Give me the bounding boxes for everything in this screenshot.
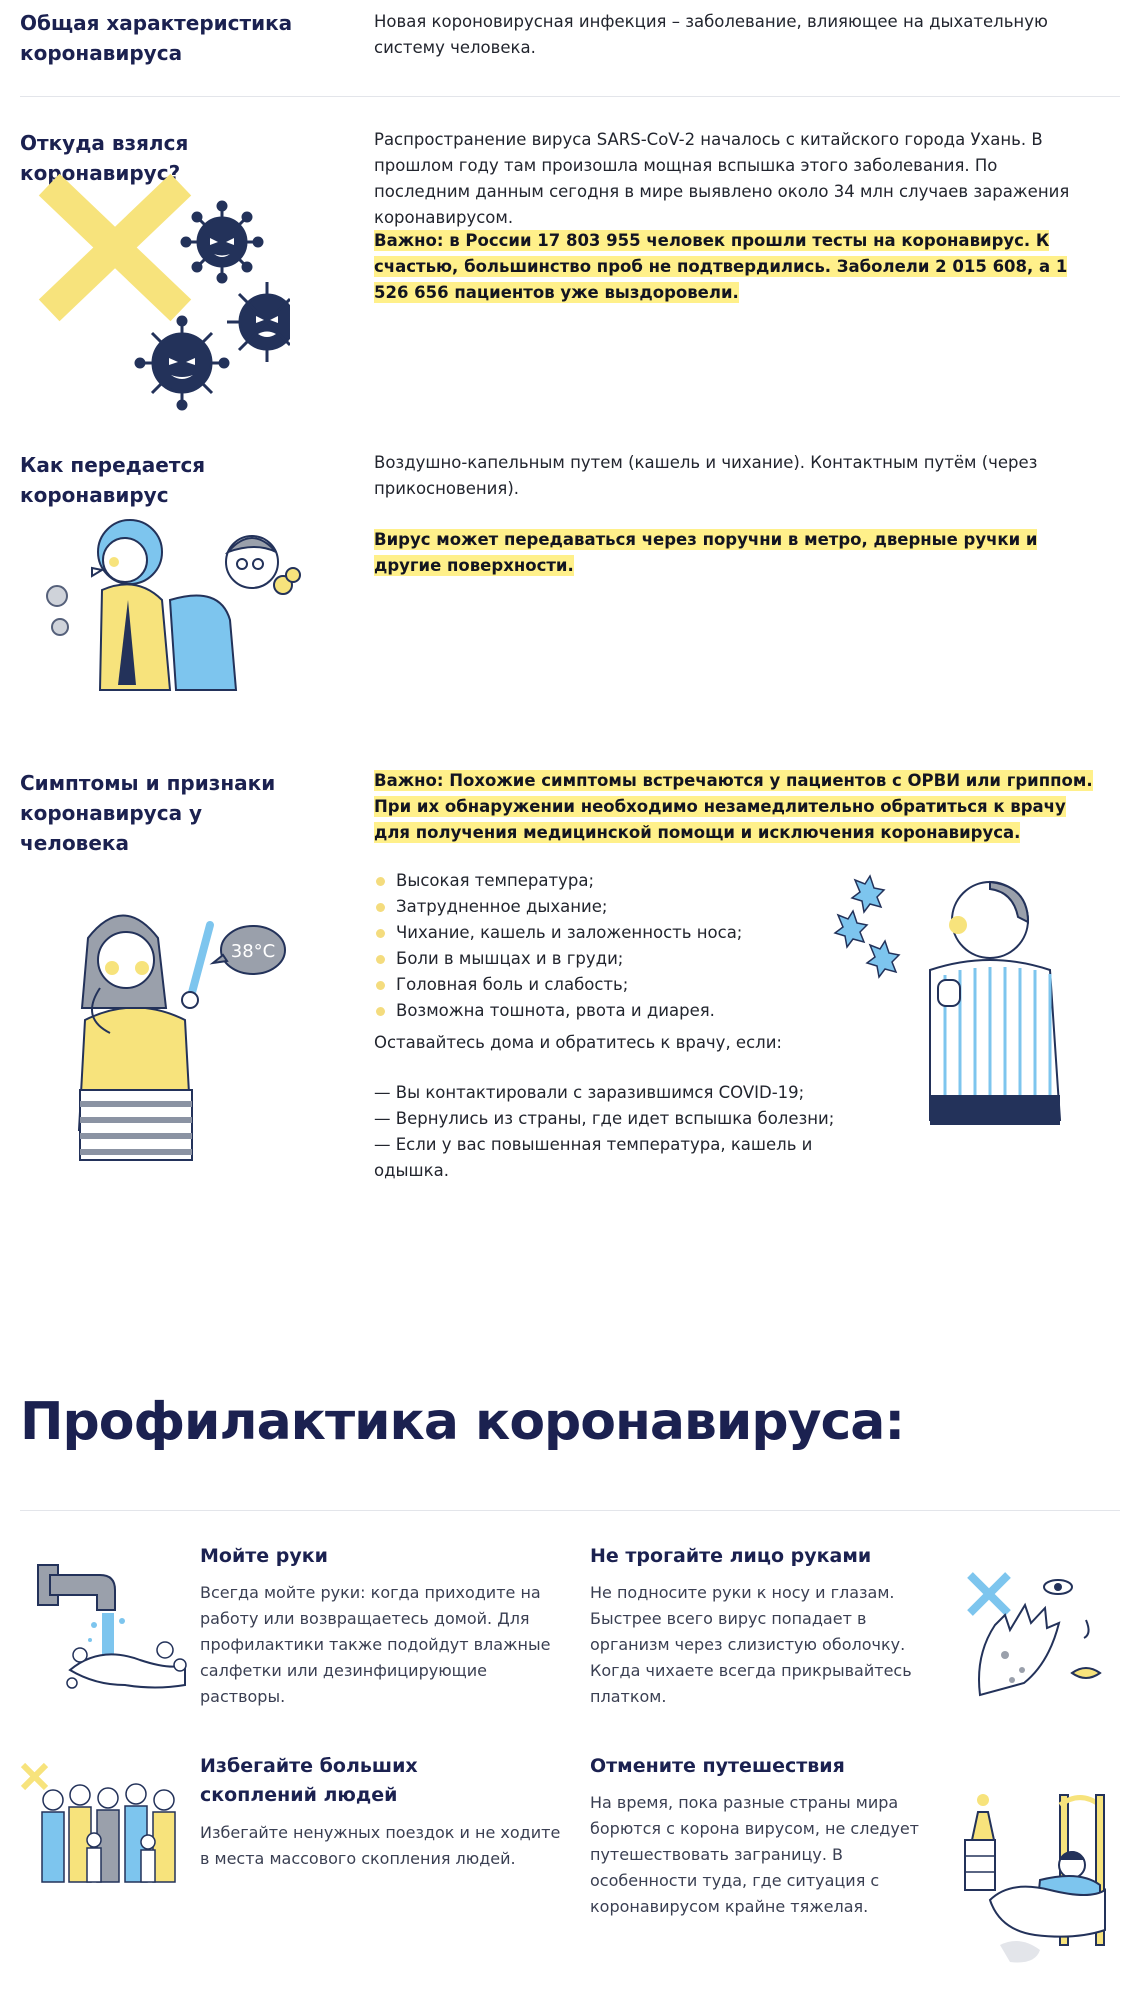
symptoms-highlight [374, 768, 1094, 846]
symptom-item: Головная боль и слабость; [376, 972, 796, 998]
wash-hands-illustration [30, 1555, 195, 1700]
symptom-item: Чихание, кашель и заложенность носа; [376, 920, 796, 946]
coughing-people-illustration [30, 510, 320, 710]
thermometer-label: 38°C [230, 941, 276, 962]
card-text-face: Не подносите руки к носу и глазам. Быстрее всего вирус попадает в организм через слизистую оболочку. Когда чихаете всегда прикрывайтесь платком. [590, 1583, 912, 1706]
card-title-wash-hands: Мойте руки [200, 1545, 328, 1567]
transmission-description: Воздушно-капельным путем (кашель и чихание). Контактным путём (через прикосновения). [374, 453, 1038, 498]
virus-cross-illustration [20, 170, 290, 420]
section-title-origin: Откуда взялся коронавирус? [20, 131, 189, 185]
condition-item: — Вы контактировали с заразившимся COVID-19; [374, 1083, 805, 1102]
card-title-crowds: Избегайте больших скоплений людей [200, 1755, 418, 1806]
transmission-highlight [374, 527, 1084, 579]
section-title-general: Общая характеристика коронавируса [20, 11, 293, 65]
symptoms-list [376, 868, 796, 1024]
crowd-illustration [18, 1760, 198, 1895]
symptom-item: Затрудненное дыхание; [376, 894, 796, 920]
face-touch-illustration [960, 1565, 1110, 1715]
section-title-symptoms: Симптомы и признаки коронавируса у человека [20, 771, 276, 855]
symptom-item: Возможна тошнота, рвота и диарея. [376, 998, 796, 1024]
transmission-highlight-text: Вирус может передаваться через поручни в метро, дверные ручки и другие поверхности. [374, 530, 1038, 575]
origin-description: Распространение вируса SARS-CoV-2 началось с китайского города Ухань. В прошлом году там произошла мощная вспышка этого заболевания. По последним данным сегодня в мире выявлено около 34 млн случаев заражения коронавирусом. [374, 130, 1070, 227]
coughing-man-illustration [830, 860, 1100, 1140]
origin-highlight-text: Важно: в России 17 803 955 человек прошли тесты на коронавирус. К счастью, большинство проб не подтвердились. Заболели 2 015 608, а 1 526 656 пациентов уже выздоровели. [374, 231, 1068, 302]
card-text-wash-hands: Всегда мойте руки: когда приходите на работу или возвращаетесь домой. Для профилактики также подойдут влажные салфетки или дезинфицирующие растворы. [200, 1583, 551, 1706]
symptom-item: Боли в мышцах и в груди; [376, 946, 796, 972]
thermometer-woman-illustration [40, 890, 300, 1170]
prevention-title: Профилактика коронавируса: [20, 1392, 905, 1452]
card-title-face: Не трогайте лицо руками [590, 1545, 872, 1567]
card-text-crowds: Избегайте ненужных поездок и не ходите в места массового скопления людей. [200, 1823, 561, 1868]
divider [20, 1510, 1120, 1511]
stay-home-text: Оставайтесь дома и обратитесь к врачу, если: [374, 1033, 782, 1052]
symptoms-highlight-text: Важно: Похожие симптомы встречаются у пациентов с ОРВИ или гриппом. При их обнаружении необходимо незамедлительно обратиться к врачу для получения медицинской помощи и исключения коронавируса. [374, 771, 1093, 842]
origin-highlight [374, 228, 1084, 306]
general-description: Новая короновирусная инфекция – заболевание, влияющее на дыхательную систему человека. [374, 12, 1048, 57]
card-title-travel: Отмените путешествия [590, 1755, 845, 1777]
condition-item: — Вернулись из страны, где идет вспышка болезни; [374, 1109, 835, 1128]
divider [20, 96, 1120, 97]
sick-in-bed-illustration [960, 1780, 1120, 1965]
symptom-item: Высокая температура; [376, 868, 796, 894]
section-title-transmission: Как передается коронавирус [20, 453, 206, 507]
card-text-travel: На время, пока разные страны мира борются с корона вирусом, не следует путешествовать заграницу. В особенности туда, где ситуация с коронавирусом крайне тяжелая. [590, 1793, 919, 1916]
condition-item: — Если у вас повышенная температура, кашель и одышка. [374, 1135, 813, 1180]
